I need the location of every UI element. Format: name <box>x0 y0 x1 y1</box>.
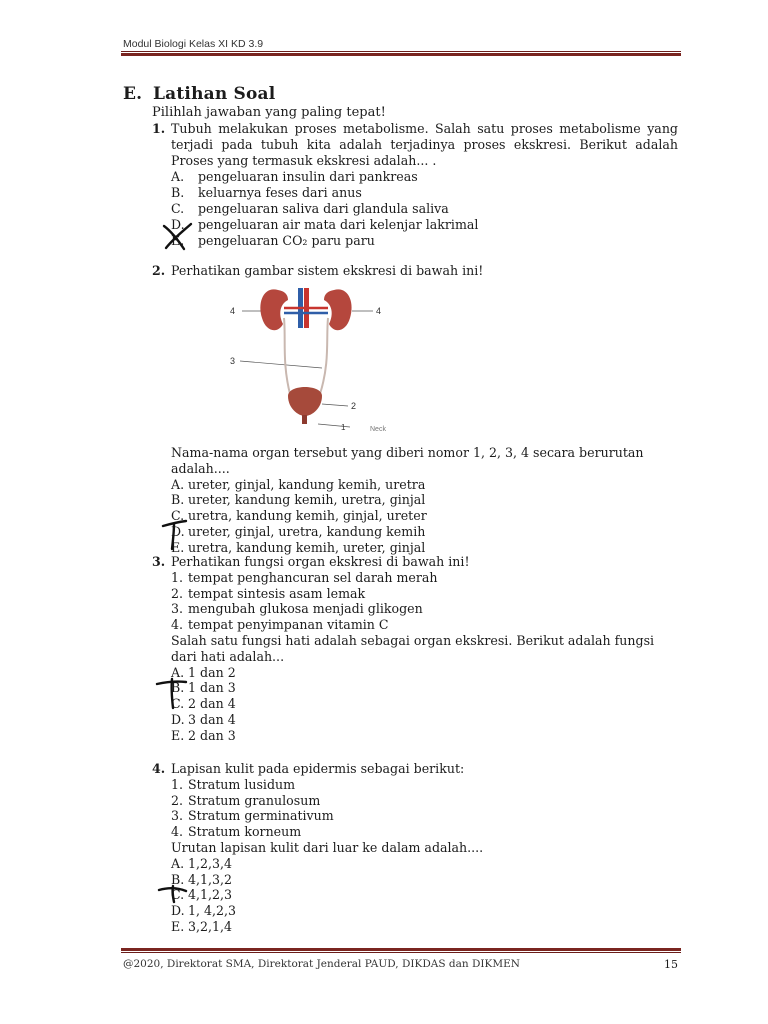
header-title: Modul Biologi Kelas XI KD 3.9 <box>123 38 264 50</box>
list-item: 2. tempat sintesis asam lemak <box>171 585 366 601</box>
question-number: 2. <box>152 263 166 278</box>
question-prompt: Nama-nama organ tersebut yang diberi nomor 1, 2, 3, 4 secara berurutan adalah.... <box>171 445 644 476</box>
list-item: 4. Stratum korneum <box>171 824 302 840</box>
section-title <box>123 84 275 104</box>
question-number: 1. <box>152 121 166 136</box>
question-2-body <box>152 445 678 556</box>
option-d[interactable]: D. pengeluaran air mata dari kelenjar lakrimal <box>171 216 479 232</box>
instruction: Pilihlah jawaban yang paling tepat! <box>152 105 386 120</box>
option-e[interactable]: E. pengeluaran CO₂ paru paru <box>171 232 375 248</box>
option-c[interactable]: C. 4,1,2,3 <box>171 887 233 903</box>
option-d[interactable]: D. ureter, ginjal, uretra, kandung kemih <box>171 523 426 539</box>
option-c[interactable]: C. 2 dan 4 <box>171 696 236 712</box>
excretory-system-diagram <box>210 284 400 434</box>
option-d[interactable]: D. 1, 4,2,3 <box>171 903 237 919</box>
question-2 <box>152 263 678 279</box>
footer-text: @2020, Direktorat SMA, Direktorat Jenderal PAUD, DIKDAS dan DIKMEN <box>123 958 520 970</box>
list-item: 3. mengubah glukosa menjadi glikogen <box>171 601 423 617</box>
option-c[interactable]: C. pengeluaran saliva dari glandula saliva <box>171 200 449 216</box>
option-e[interactable]: E. uretra, kandung kemih, ureter, ginjal <box>171 539 426 555</box>
list-item: 4. tempat penyimpanan vitamin C <box>171 617 389 633</box>
option-a[interactable]: A. ureter, ginjal, kandung kemih, uretra <box>171 476 426 492</box>
list-item: 1. tempat penghancuran sel darah merah <box>171 569 438 585</box>
label-3: 3 <box>230 356 236 366</box>
option-a[interactable]: A. 1,2,3,4 <box>171 855 233 871</box>
footer-rule <box>121 948 681 953</box>
option-b[interactable]: B. ureter, kandung kemih, uretra, ginjal <box>171 492 426 508</box>
bladder <box>288 387 322 416</box>
list-item: 3. Stratum germinativum <box>171 808 334 824</box>
header-rule <box>121 51 681 56</box>
question-1 <box>152 121 678 248</box>
section-letter: E. <box>123 84 143 104</box>
list-item: 1. Stratum lusidum <box>171 776 296 792</box>
label-neck: Neck <box>370 426 386 433</box>
question-text: Perhatikan fungsi organ ekskresi di bawah ini! <box>171 554 470 569</box>
option-b[interactable]: B. 4,1,3,2 <box>171 871 233 887</box>
question-number: 4. <box>152 761 166 776</box>
question-number: 3. <box>152 554 166 569</box>
page-number: 15 <box>664 958 678 971</box>
option-d[interactable]: D. 3 dan 4 <box>171 711 236 727</box>
question-3 <box>152 554 678 744</box>
option-e[interactable]: E. 3,2,1,4 <box>171 918 233 934</box>
label-4-left: 4 <box>230 306 236 316</box>
label-2: 2 <box>351 401 357 411</box>
question-prompt: Salah satu fungsi hati adalah sebagai organ ekskresi. Berikut adalah fungsi dari hati adalah... <box>171 632 655 664</box>
question-4 <box>152 761 678 935</box>
question-prompt: Urutan lapisan kulit dari luar ke dalam adalah.... <box>171 839 484 855</box>
section-title-text: Latihan Soal <box>153 84 276 104</box>
label-1: 1 <box>341 423 346 432</box>
option-b[interactable]: B. 1 dan 3 <box>171 680 236 696</box>
option-a[interactable]: A. pengeluaran insulin dari pankreas <box>171 169 418 185</box>
question-text: Lapisan kulit pada epidermis sebagai berikut: <box>171 761 465 776</box>
label-4-right: 4 <box>376 306 382 316</box>
option-a[interactable]: A. 1 dan 2 <box>171 664 236 680</box>
option-c[interactable]: C. uretra, kandung kemih, ginjal, ureter <box>171 508 427 524</box>
option-e[interactable]: E. 2 dan 3 <box>171 727 236 743</box>
option-b[interactable]: B. keluarnya feses dari anus <box>171 185 362 201</box>
list-item: 2. Stratum granulosum <box>171 792 321 808</box>
question-text: Perhatikan gambar sistem ekskresi di bawah ini! <box>171 263 484 278</box>
urethra <box>302 415 307 424</box>
question-text: Tubuh melakukan proses metabolisme. Salah satu proses metabolisme yang terjadi pada tubuh kita adalah terjadinya proses ekskresi. Berikut adalah Proses yang termasuk ekskresi adalah... . <box>171 121 678 168</box>
